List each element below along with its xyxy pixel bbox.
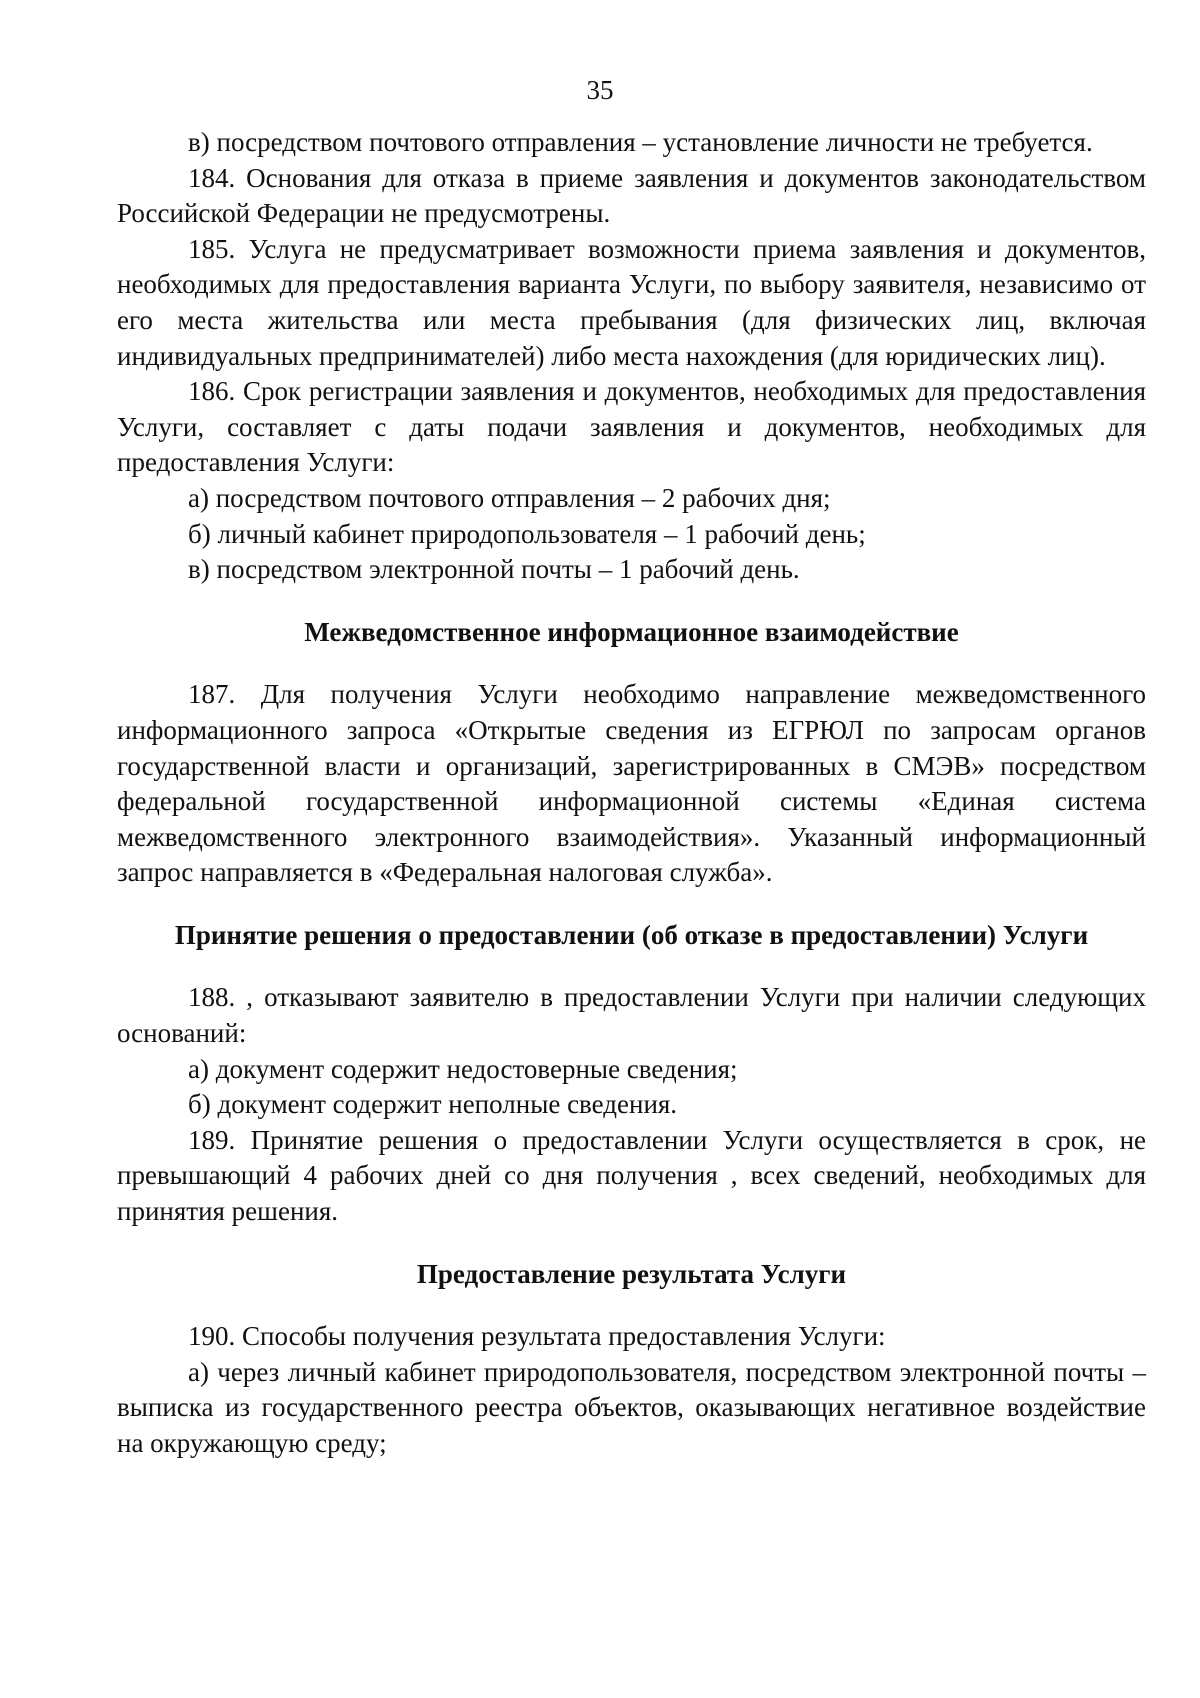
document-body xyxy=(117,125,1146,1462)
page-number: 35 xyxy=(586,75,614,105)
list-item-190-a: а) через личный кабинет природопользователя, посредством электронной почты – выписка из государственного реестра объектов, оказывающих негативное воздействие на окружающую среду; xyxy=(117,1356,1146,1458)
section-heading-interagency: Межведомственное информационное взаимодействие xyxy=(304,616,959,647)
list-item-188-b: б) документ содержит неполные сведения. xyxy=(188,1089,678,1120)
paragraph-187: 187. Для получения Услуги необходимо направление межведомственного информационного запроса «Открытые сведения из ЕГРЮЛ по запросам органов государственной власти и организаций, зарегистрированных в СМЭВ» посредством федеральной государственной информационной системы «Единая система межведомственного электронного взаимодействия». Указанный информационный запрос направляется в «Федеральная налоговая служба». xyxy=(117,679,1146,888)
paragraph-185: 185. Услуга не предусматривает возможности приема заявления и документов, необходимых для предоставления варианта Услуги, по выбору заявителя, независимо от его места жительства или места пребывания (для физических лиц, включая индивидуальных предпринимателей) либо места нахождения (для юридических лиц). xyxy=(117,233,1146,371)
paragraph-189: 189. Принятие решения о предоставлении Услуги осуществляется в срок, не превышающий 4 рабочих дней со дня получения , всех сведений, необходимых для принятия решения. xyxy=(117,1124,1146,1227)
list-item-188-a: а) документ содержит недостоверные сведения; xyxy=(188,1053,738,1084)
section-heading-result: Предоставление результата Услуги xyxy=(416,1258,847,1289)
section-heading-decision: Принятие решения о предоставлении (об отказе в предоставлении) Услуги xyxy=(174,919,1089,950)
list-item-186-a: а) посредством почтового отправления – 2 рабочих дня; xyxy=(188,482,831,513)
paragraph-184: 184. Основания для отказа в приеме заявления и документов законодательством Российской Федерации не предусмотрены. xyxy=(117,162,1146,229)
paragraph-183-v: в) посредством почтового отправления – установление личности не требуется. xyxy=(188,127,1093,157)
list-item-186-b: б) личный кабинет природопользователя – 1 рабочий день; xyxy=(188,518,866,549)
paragraph-186: 186. Срок регистрации заявления и документов, необходимых для предоставления Услуги, составляет с даты подачи заявления и документов, необходимых для предоставления Услуги: xyxy=(117,376,1146,478)
list-item-186-v: в) посредством электронной почты – 1 рабочий день. xyxy=(188,554,800,585)
paragraph-190: 190. Способы получения результата предоставления Услуги: xyxy=(188,1321,886,1352)
paragraph-188: 188. , отказывают заявителю в предоставлении Услуги при наличии следующих оснований: xyxy=(117,982,1146,1049)
